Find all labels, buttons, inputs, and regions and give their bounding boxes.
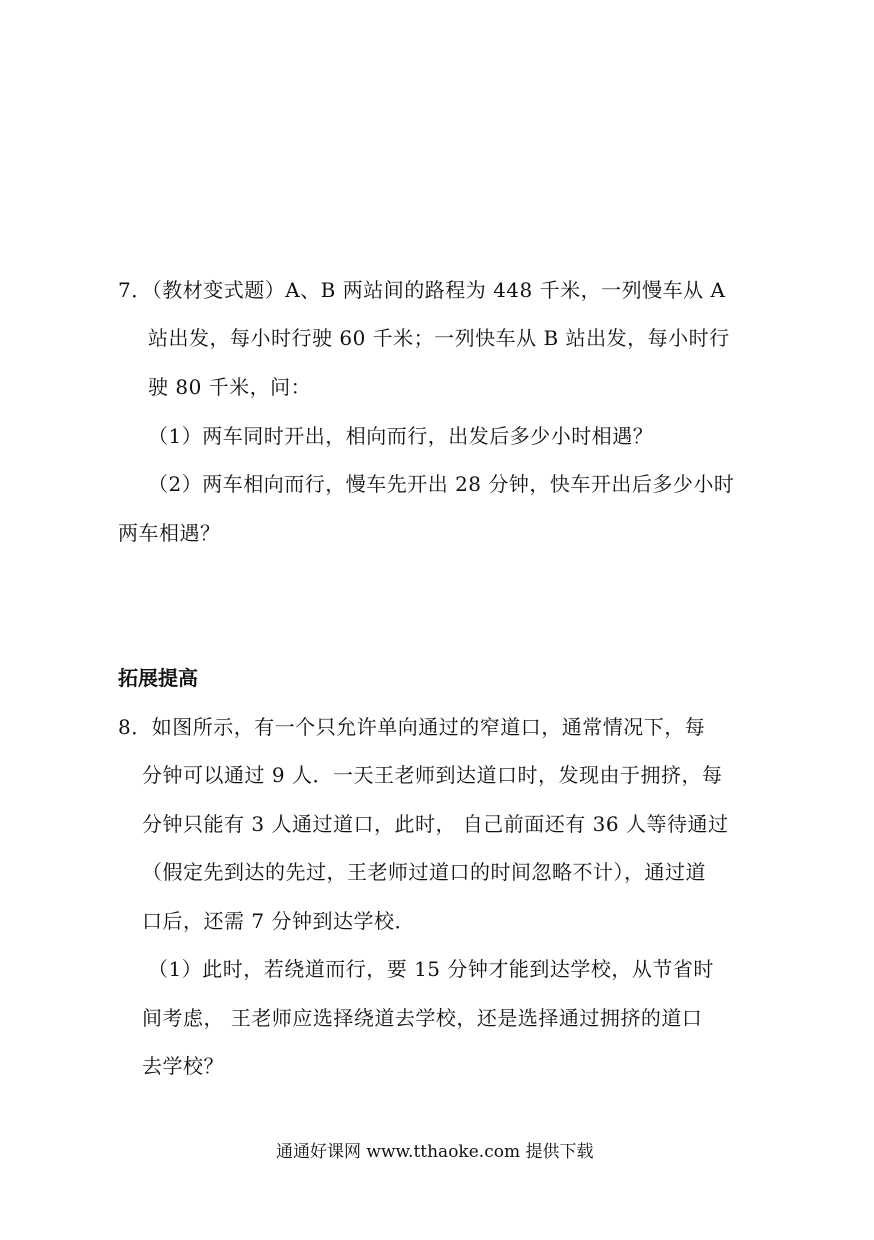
problem-7-line-1: 7．（教材变式题）A、B 两站间的路程为 448 千米，一列慢车从 A [118,278,726,302]
problem-8-line-1: 8．如图所示，有一个只允许单向通过的窄道口，通常情况下，每 [118,715,706,739]
problem-8-subquestion-1: （1）此时，若绕道而行，要 15 分钟才能到达学校，从节省时 [148,957,714,981]
problem-8-subquestion-1-cont: 间考虑， 王老师应选择绕道去学校，还是选择通过拥挤的道口 [142,1006,703,1030]
problem-7-subquestion-1: （1）两车同时开出，相向而行，出发后多少小时相遇？ [148,424,654,448]
section-heading: 拓展提高 [118,666,198,690]
problem-8-subquestion-1-end: 去学校？ [142,1054,224,1078]
problem-7-subquestion-2-cont: 两车相遇？ [118,521,221,545]
problem-8-line-4: （假定先到达的先过，王老师过道口的时间忽略不计），通过道 [142,860,706,884]
problem-7-subquestion-2: （2）两车相向而行，慢车先开出 28 分钟，快车开出后多少小时 [148,472,735,496]
problem-8-line-2: 分钟可以通过 9 人．一天王老师到达道口时，发现由于拥挤，每 [142,763,723,787]
problem-7-line-2: 站出发，每小时行驶 60 千米；一列快车从 B 站出发，每小时行 [148,326,730,350]
footer-watermark: 通通好课网 www.tthaoke.com 提供下载 [276,1142,594,1162]
problem-7-line-3: 驶 80 千米，问： [148,375,312,399]
problem-8-line-3: 分钟只能有 3 人通过道口，此时， 自己前面还有 36 人等待通过 [142,812,729,836]
problem-8-line-5: 口后，还需 7 分钟到达学校． [142,909,415,933]
